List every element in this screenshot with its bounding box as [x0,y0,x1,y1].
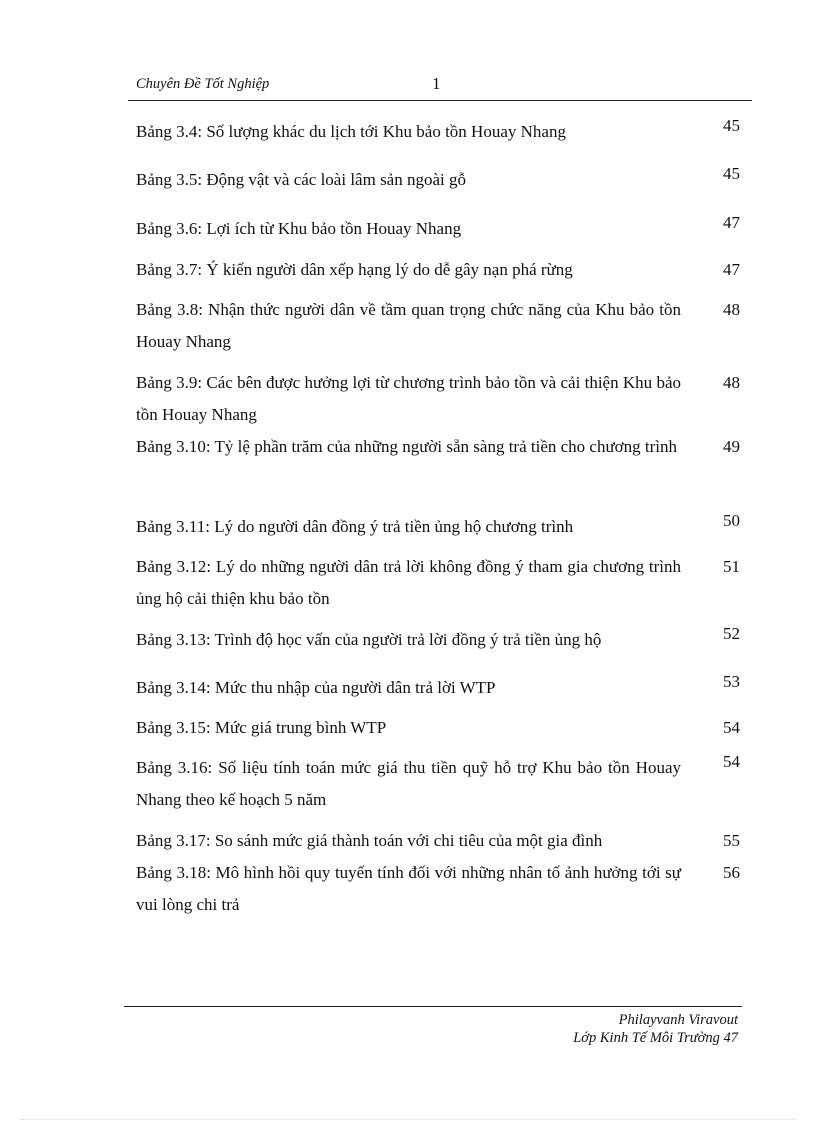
toc-entry-page: 54 [723,752,740,771]
toc-entry-title: Bảng 3.10: Tỷ lệ phần trăm của những người sẵn sàng trả tiền cho chương trình [136,437,678,456]
toc-entry-title: Bảng 3.9: Các bên được hưởng lợi từ chương trình bảo tồn và cải thiện Khu bảo tồn Houay Nhang [136,373,681,424]
toc-entry-title: Bảng 3.11: Lý do người dân đồng ý trả tiền ủng hộ chương trình [136,517,574,536]
toc-entry-page: 47 [723,260,740,279]
toc-entry-page: 48 [723,373,740,392]
toc-entry-page: 54 [723,718,740,737]
header-divider [128,100,752,101]
toc-entry-page: 53 [723,672,740,691]
footer-class: Lớp Kinh Tế Môi Trường 47 [573,1030,738,1046]
footer-author: Philayvanh Viravout [618,1012,738,1028]
toc-entry-title: Bảng 3.8: Nhận thức người dân về tầm quan trọng chức năng của Khu bảo tồn Houay Nhang [136,300,681,351]
page-bottom-edge [20,1119,796,1120]
toc-entry-title: Bảng 3.15: Mức giá trung bình WTP [136,718,387,737]
toc-entry-page: 48 [723,300,740,319]
toc-entry-page: 56 [723,863,740,882]
toc-entry-title: Bảng 3.7: Ý kiến người dân xếp hạng lý do dễ gây nạn phá rừng [136,260,573,279]
header-page-number: 1 [432,74,441,93]
toc-entry-title: Bảng 3.18: Mô hình hồi quy tuyến tính đối với những nhân tố ảnh hưởng tới sự vui lòng chi trả [136,863,681,914]
page-header [136,76,752,98]
toc-entry-title: Bảng 3.13: Trình độ học vấn của người trả lời đồng ý trả tiền ủng hộ [136,630,602,649]
toc-entry-title: Bảng 3.14: Mức thu nhập của người dân trả lời WTP [136,678,496,697]
toc-entry-page: 47 [723,213,740,232]
footer-divider [124,1006,742,1007]
toc-entry-title: Bảng 3.16: Số liệu tính toán mức giá thu tiền quỹ hỗ trợ Khu bảo tồn Houay Nhang theo kế hoạch 5 năm [136,758,681,809]
toc-entry-title: Bảng 3.12: Lý do những người dân trả lời không đồng ý tham gia chương trình ủng hộ cải thiện khu bảo tồn [136,557,681,608]
toc-entry-title: Bảng 3.5: Động vật và các loài lâm sản ngoài gỗ [136,170,466,189]
toc-entry-page: 45 [723,164,740,183]
toc-entry-title: Bảng 3.6: Lợi ích từ Khu bảo tồn Houay Nhang [136,219,462,238]
toc-entry-page: 50 [723,511,740,530]
toc-entry-title: Bảng 3.4: Số lượng khác du lịch tới Khu bảo tồn Houay Nhang [136,122,566,141]
header-title: Chuyên Đề Tốt Nghiệp [136,76,270,92]
toc-entry-page: 51 [723,557,740,576]
toc-entry-page: 45 [723,116,740,135]
toc-entry-page: 55 [723,831,740,850]
toc-entry-page: 49 [723,437,740,456]
toc-entry-page: 52 [723,624,740,643]
toc-entry-title: Bảng 3.17: So sánh mức giá thành toán với chi tiêu của một gia đình [136,831,603,850]
